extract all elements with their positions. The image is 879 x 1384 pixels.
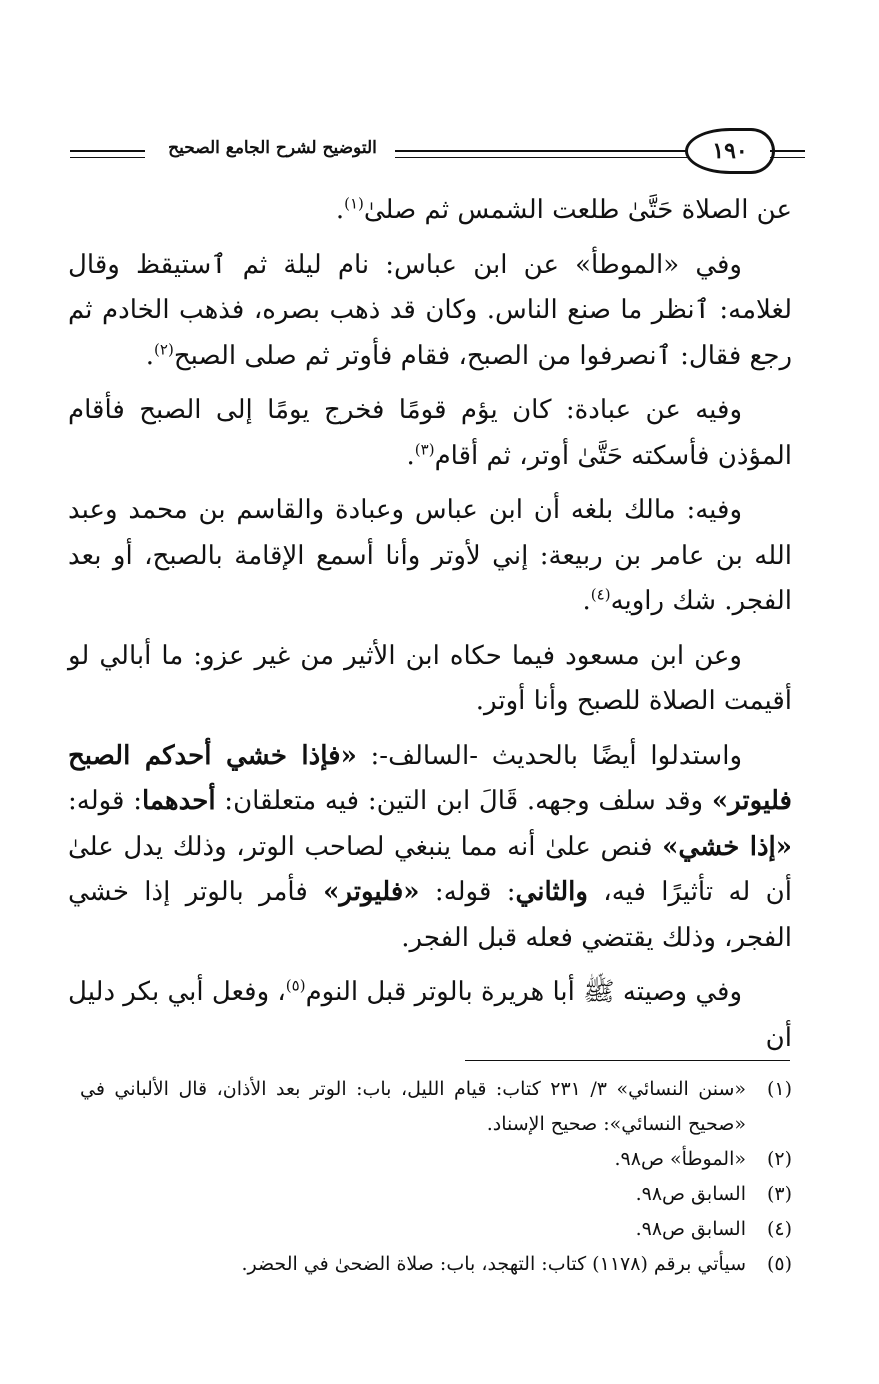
footnote-marker: (٣) [414, 439, 435, 458]
page-header [70, 128, 805, 182]
footnote-number: (٥) [766, 1253, 792, 1275]
paragraph [68, 734, 792, 962]
header-rule-right [770, 150, 805, 158]
paragraph [68, 634, 792, 725]
footnote-number: (٢) [766, 1148, 792, 1170]
hadith-quote: والثاني [515, 877, 588, 907]
text-run: . [582, 586, 591, 616]
footnote-item [80, 1177, 792, 1212]
footnote-number: (١) [766, 1078, 792, 1100]
footnote-text: سيأتي برقم (١١٧٨) كتاب: التهجد، باب: صلاة الضحىٰ في الحضر. [241, 1253, 746, 1275]
paragraph [68, 188, 792, 234]
text-run: فأمر بالوتر إذا خشي الفجر، وذلك يقتضي فعله قبل الفجر. [68, 877, 792, 953]
text-run: وفيه عن عبادة: كان يؤم قومًا فخرج يومًا إلى الصبح فأقام المؤذن فأسكته حَتَّىٰ أوتر، ثم أقام [68, 395, 792, 471]
footnote-marker: (١) [344, 194, 364, 213]
paragraph [68, 970, 792, 1061]
text-run: . [145, 340, 155, 371]
footnote-text: «سنن النسائي» ٣/ ٢٣١ كتاب: قيام الليل، باب: الوتر بعد الأذان، قال الألباني في «صحيح النسائي»: صحيح الإسناد. [80, 1078, 746, 1135]
footnote-item [80, 1142, 792, 1177]
footnote-text: «الموطأ» ص٩٨. [614, 1148, 746, 1170]
footnote-text: السابق ص٩٨. [635, 1183, 746, 1205]
header-rule-middle [395, 150, 730, 158]
text-run: ، وفعل أبي بكر دليل أن [68, 977, 792, 1053]
hadith-quote: «فإذا خشي أحدكم الصبح فليوتر» [68, 740, 792, 816]
header-rule-left [70, 150, 145, 158]
footnote-number: (٣) [766, 1183, 792, 1205]
text-run: وعن ابن مسعود فيما حكاه ابن الأثير من غير عزو: ما أبالي لو أقيمت الصلاة للصبح وأنا أوتر. [68, 640, 792, 716]
text-run: . [406, 440, 415, 471]
paragraph [68, 243, 792, 380]
text-run: فنص علىٰ أنه مما ينبغي لصاحب الوتر، وذلك يدل علىٰ أن له تأثيرًا فيه، [68, 831, 792, 907]
main-text [68, 188, 792, 1070]
hadith-quote: «إذا خشي» [662, 831, 792, 862]
footnote-marker: (٢) [154, 339, 174, 358]
paragraph [68, 488, 792, 625]
text-run: وفي «الموطأ» عن ابن عباس: نام ليلة ثم ٱستيقظ وقال لغلامه: ٱنظر ما صنع الناس. وكان قد ذهب بصره، فذهب الخادم ثم رجع فقال: ٱنصرفوا من الصبح، فقام فأوتر ثم صلى الصبح [68, 249, 792, 371]
paragraph [68, 388, 792, 479]
footnote-item [80, 1212, 792, 1247]
text-run: عن الصلاة حَتَّىٰ طلعت الشمس ثم صلىٰ [363, 195, 792, 225]
footnotes [80, 1072, 792, 1282]
text-run: واستدلوا أيضًا بالحديث -السالف-: [356, 740, 742, 771]
text-run: وقد سلف وجهه. قَالَ ابن التين: فيه متعلقان: [215, 786, 712, 816]
hadith-quote: أحدهما [141, 786, 216, 816]
text-run: وفيه: مالك بلغه أن ابن عباس وعبادة والقاسم بن محمد وعبد الله بن عامر بن ربيعة: إني لأوتر وأنا أسمع الإقامة بالصبح، أو بعد الفجر. شك راويه [68, 495, 792, 616]
footnote-marker: (٤) [590, 585, 611, 604]
text-run: : قوله: [68, 786, 142, 816]
text-run: . [335, 195, 345, 225]
footnote-text: السابق ص٩٨. [635, 1218, 746, 1240]
footnote-separator [465, 1060, 790, 1061]
footnote-item [80, 1247, 792, 1282]
hadith-quote: «فليوتر» [323, 877, 420, 907]
footnote-marker: (٥) [285, 976, 306, 995]
footnote-item [80, 1072, 792, 1142]
running-title: التوضيح لشرح الجامع الصحيح [168, 138, 377, 158]
page-number: ١٩٠ [685, 128, 775, 174]
text-run: : قوله: [419, 877, 516, 907]
footnote-number: (٤) [766, 1218, 792, 1240]
text-run: وفي وصيته ﷺ أبا هريرة بالوتر قبل النوم [305, 977, 742, 1007]
